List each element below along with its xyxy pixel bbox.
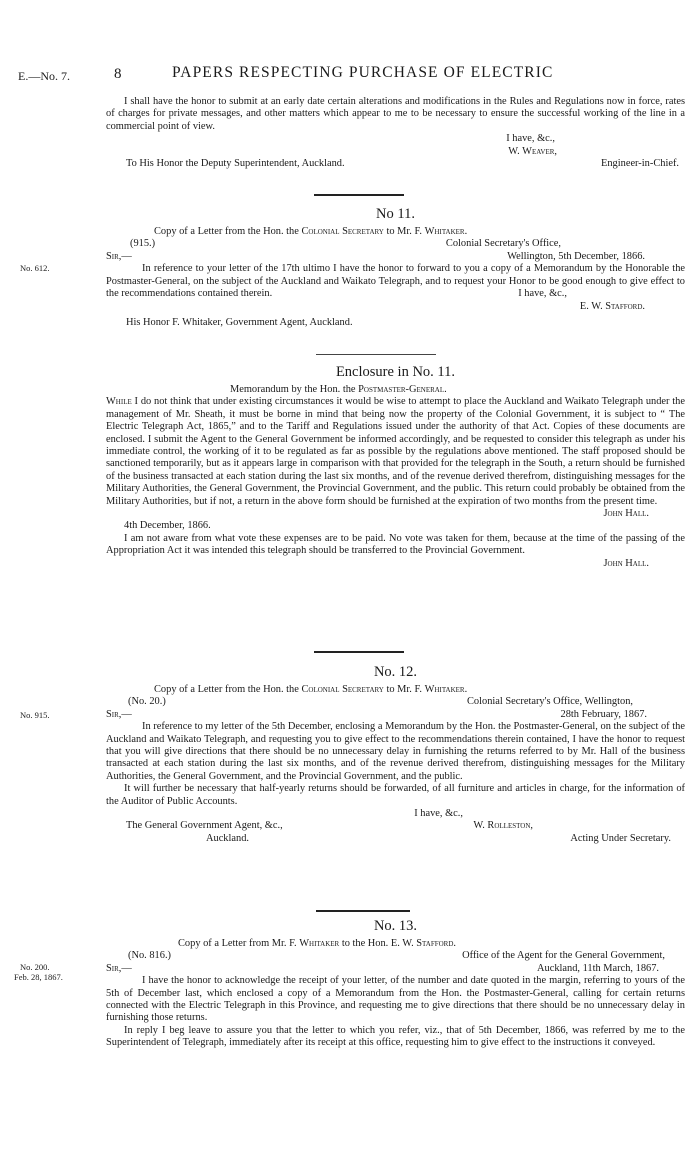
no11-salutation: Sir,—	[106, 250, 132, 262]
no12-section	[106, 684, 685, 845]
no11-office: Colonial Secretary's Office,	[445, 238, 561, 250]
no13-salutation: Sir,—	[106, 962, 132, 974]
no12-signer-title: Acting Under Secretary.	[570, 832, 671, 844]
no12-body-2: It will further be necessary that half-yearly returns should be forwarded, of all furniture and articles in charge, for the information of the Auditor of Public Accounts.	[106, 783, 685, 807]
intro-addressee: To His Honor the Deputy Superintendent, Auckland.	[126, 158, 345, 170]
enclosure-signer-2: John Hall.	[603, 557, 649, 569]
intro-section	[106, 96, 685, 170]
intro-signer: W. Weaver,	[508, 145, 557, 157]
series-label: E.—No. 7.	[18, 69, 70, 83]
no13-place-date: Auckland, 11th March, 1867.	[537, 962, 659, 974]
no12-date: 28th February, 1867.	[560, 708, 647, 720]
no13-office: Office of the Agent for the General Government,	[462, 950, 665, 962]
no11-place-date: Wellington, 5th December, 1866.	[507, 250, 645, 262]
enclosure-subheading: Memorandum by the Hon. the Postmaster-General.	[230, 384, 447, 395]
no11-addressee: His Honor F. Whitaker, Government Agent, Auckland.	[126, 317, 353, 329]
enclosure-section	[106, 384, 685, 570]
section-divider	[314, 194, 404, 196]
no11-ref: (915.)	[130, 238, 156, 250]
no13-body: I have the honor to acknowledge the receipt of your letter, of the number and date quoted in the margin, referring to yours of the 5th of December last, which enclosed a copy of a Memorandum from the Hon. the Postmaster-General, calling for certain returns connected with the Electric Telegraph in this Province, and requesting me to give directions that there should be no unnecessary delay in furnishing those returns.	[106, 975, 685, 1024]
no13-section	[106, 938, 685, 1050]
no11-caption: Copy of a Letter from the Hon. the Colonial Secretary to Mr. F. Whitaker.	[154, 226, 468, 237]
no13-ref: (No. 816.)	[128, 950, 171, 962]
no12-closing: I have, &c.,	[414, 808, 463, 820]
no12-ref: (No. 20.)	[128, 696, 166, 708]
no13-margin-note-2: Feb. 28, 1867.	[14, 972, 63, 982]
section-divider	[316, 910, 410, 912]
no12-office: Colonial Secretary's Office, Wellington,	[467, 696, 633, 708]
no12-caption: Copy of a Letter from the Hon. the Colonial Secretary to Mr. F. Whitaker.	[154, 684, 468, 695]
enclosure-body-2: I am not aware from what vote these expenses are to be paid. No vote was taken for them, because at the time of the passing of the Appropriation Act it was intended this telegraph should be transferred to the Provincial Government.	[106, 532, 685, 557]
intro-closing: I have, &c.,	[506, 133, 555, 145]
enclosure-date: 4th December, 1866.	[124, 520, 211, 532]
no12-addressee-1: The General Government Agent, &c.,	[126, 820, 283, 832]
no11-closing: I have, &c.,	[518, 288, 567, 300]
enclosure-body: While I do not think that under existing circumstances it would be wise to attempt to place the Auckland and Waikato Telegraph under the management of Mr. Sheath, it must be borne in mind that being now the property of the Colonial Government, it is subject to “ The Electric Telegraph Act, 1865,” and to the Tariff and Regulations issued under the authority of that Act. Copies of these documents are enclosed. I submit the Agent to the General Government be informed accordingly, and be requested to consider this telegraph as under his immediate control, the working of it to be regulated as far as possible by the regulations above mentioned. The staff proposed should be sanctioned temporarily, but as it appears large in comparison with that provided for the telegraph in the South, a return should be furnished of the business transacted at each station during the last six months, and of the revenue derived therefrom, distinguishing messages for the Military Authorities, the General Government, the Provincial Government, and the public. This return could probably be obtained from the Military Authorities, but if not, a return in the above form should be furnished at the expiration of two months from the present time.	[106, 396, 685, 507]
enclosure-heading: Enclosure in No. 11.	[335, 364, 456, 380]
page-number: 8	[114, 66, 122, 82]
no12-signer: W. Rolleston,	[473, 820, 533, 832]
no12-body: In reference to my letter of the 5th December, enclosing a Memorandum by the Hon. the Postmaster-General, on the subject of the Auckland and Waikato Telegraph, and requesting you to give effect to the recommendations therein contained, I have the honor to request that you will give directions that there should be no unnecessary delay in furnishing the returns referred to by Mr. Hall of the business transacted at each station during the last six months, and of the revenue derived therefrom, distinguishing messages for the Military Authorities, the General Government, and the Provincial Government, and the public.	[106, 721, 685, 782]
no11-signer: E. W. Stafford.	[579, 300, 645, 312]
section-divider-thin	[316, 354, 436, 355]
no11-margin-note: No. 612.	[20, 263, 50, 273]
no13-heading: No. 13.	[373, 918, 418, 934]
no11-section	[106, 226, 685, 330]
no12-salutation: Sir,—	[106, 708, 132, 720]
no13-caption: Copy of a Letter from Mr. F. Whitaker to the Hon. E. W. Stafford.	[178, 938, 456, 949]
no12-heading: No. 12.	[373, 664, 418, 680]
no13-margin-note-1: No. 200.	[20, 962, 50, 972]
no13-body-2: In reply I beg leave to assure you that the letter to which you refer, viz., that of 5th December, 1866, was referred by me to the Superintendent of Telegraph, immediately after its receipt at this office, requesting him to give effect to the instructions it conveyed.	[106, 1024, 685, 1049]
no11-body: In reference to your letter of the 17th ultimo I have the honor to forward to you a copy of a Memorandum by the Honorable the Postmaster-General, on the subject of the Auckland and Waikato Telegraph, and to request your Honor to be good enough to give effect to the recommendations contained therein.	[106, 263, 685, 300]
no12-margin-note: No. 915.	[20, 710, 50, 720]
section-divider	[314, 651, 404, 653]
no11-heading: No 11.	[376, 206, 415, 222]
intro-body: I shall have the honor to submit at an early date certain alterations and modifications in the Rules and Regulations now in force, rates of charges for private messages, and other matters which appear to me to be necessary to ensure the successful working of the line in a commercial point of view.	[106, 96, 685, 132]
no12-addressee-2: Auckland.	[206, 832, 249, 844]
enclosure-signer-1: John Hall.	[603, 508, 649, 520]
intro-signer-title: Engineer-in-Chief.	[601, 158, 679, 170]
page-title: PAPERS RESPECTING PURCHASE OF ELECTRIC	[172, 64, 554, 81]
